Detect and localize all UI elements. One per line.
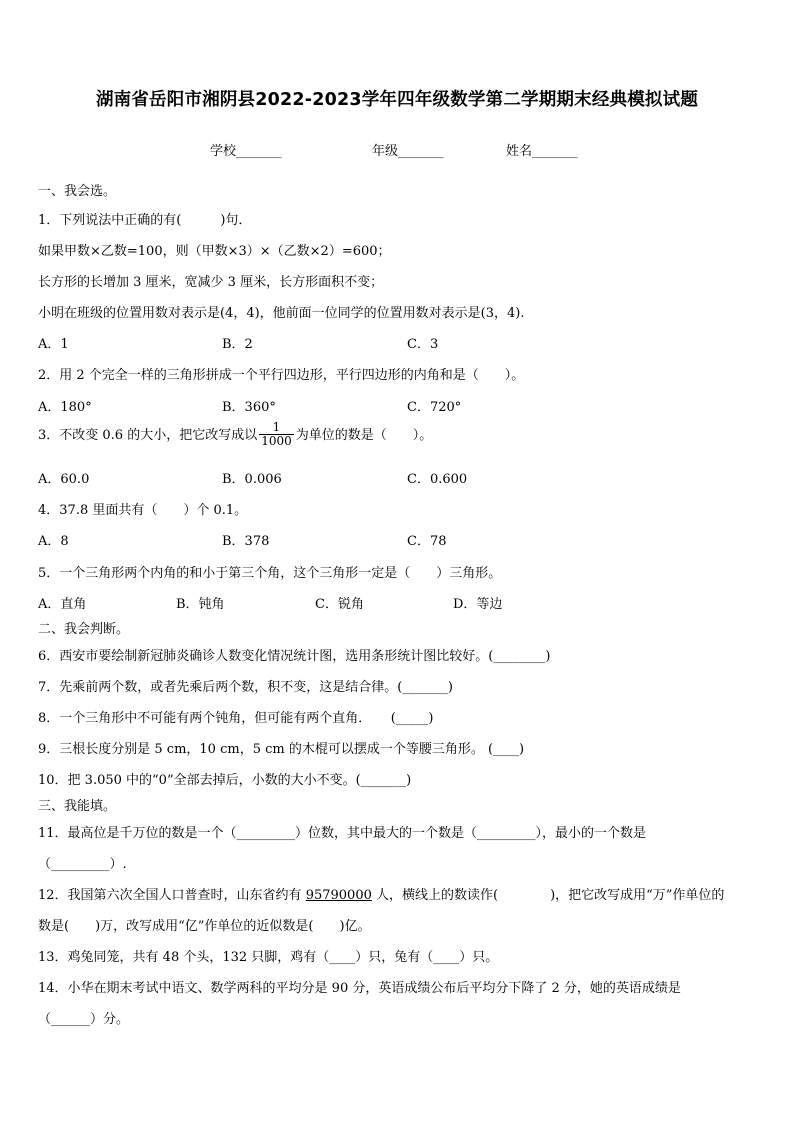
page-title: 湖南省岳阳市湘阴县2022-2023学年四年级数学第二学期期末经典模拟试题 [95,90,699,110]
section-heading-fill: 三、我能填。 [38,799,117,814]
underlined-number: 95790000 [305,888,372,903]
name-field: 姓名_______ [506,144,578,159]
question-6: 6．西安市要绘制新冠肺炎确诊人数变化情况统计图，选用条形统计图比较好。(________) [38,649,551,664]
question-3-text-after: 为单位的数是（ ）。 [295,428,433,444]
option-a: A．8 [38,534,69,549]
fraction-numerator: 1 [272,420,281,434]
option-a: A．60.0 [38,472,90,487]
question-8: 8．一个三角形中不可能有两个钝角，但可能有两个直角． (_____) [38,711,434,726]
option-c: C．3 [407,337,439,352]
section-heading-judge: 二、我会判断。 [38,622,130,637]
question-9: 9．三根长度分别是 5 cm，10 cm，5 cm 的木棍可以摆成一个等腰三角形。 (____) [38,742,525,757]
option-c: C．0.600 [407,472,468,487]
section-heading-choice: 一、我会选。 [38,184,117,199]
option-c: C．锐角 [315,597,364,612]
question-12-line-1 [38,884,724,903]
school-field: 学校_______ [210,144,282,159]
question-3-stem [38,422,432,449]
grade-field: 年级_______ [372,144,444,159]
question-11-line-1: 11．最高位是千万位的数是一个（_________）位数，其中最大的一个数是（_________），最小的一个数是 [38,826,647,841]
option-c: C．78 [407,534,447,549]
option-b: B．钝角 [176,597,225,612]
option-a: A．180° [38,400,92,415]
question-1-stem: 1．下列说法中正确的有( )句． [38,213,252,228]
fraction-denominator: 1000 [261,434,292,449]
option-d: D．等边 [453,597,503,612]
option-b: B．360° [222,400,276,415]
question-12-line-2: 数是( )万，改写成用“亿”作单位的近似数是( )亿。 [38,919,371,934]
question-3-text-before: 3．不改变 0.6 的大小，把它改写成以 [38,428,258,444]
question-14-line-1: 14．小华在期末考试中语文、数学两科的平均分是 90 分，英语成绩公布后平均分下降了 2 分，她的英语成绩是 [38,981,681,996]
question-12-text-after: 人，横线上的数读作( )，把它改写成用“万”作单位的 [371,888,725,903]
question-1-statement-2: 长方形的长增加 3 厘米，宽减少 3 厘米，长方形面积不变； [38,275,384,290]
question-2-stem: 2．用 2 个完全一样的三角形拼成一个平行四边形，平行四边形的内角和是（ ）。 [38,368,525,383]
question-5-stem: 5．一个三角形两个内角的和小于第三个角，这个三角形一定是（ ）三角形。 [38,566,502,581]
fraction [259,421,294,448]
option-a: A．直角 [38,597,87,612]
question-1-statement-1: 如果甲数×乙数=100，则（甲数×3）×（乙数×2）=600； [38,244,391,259]
question-14-line-2: （______）分。 [38,1012,130,1027]
question-11-line-2: （_________）. [38,857,127,872]
option-c: C．720° [407,400,462,415]
question-1-statement-3: 小明在班级的位置用数对表示是(4，4)，他前面一位同学的位置用数对表示是(3，4). [38,306,525,321]
option-a: A．1 [38,337,69,352]
question-12-text-before: 12．我国第六次全国人口普查时，山东省约有 [38,888,306,903]
option-b: B．2 [222,337,253,352]
question-13: 13．鸡兔同笼，共有 48 个头，132 只脚，鸡有（____）只，兔有（____）只。 [38,950,499,965]
question-10: 10．把 3.050 中的“0”全部去掉后，小数的大小不变。(_______) [38,773,412,788]
question-4-stem: 4．37.8 里面共有（ ）个 0.1。 [38,503,248,518]
option-b: B．378 [222,534,270,549]
question-7: 7．先乘前两个数，或者先乘后两个数，积不变，这是结合律。(_______) [38,680,453,695]
option-b: B．0.006 [222,472,282,487]
